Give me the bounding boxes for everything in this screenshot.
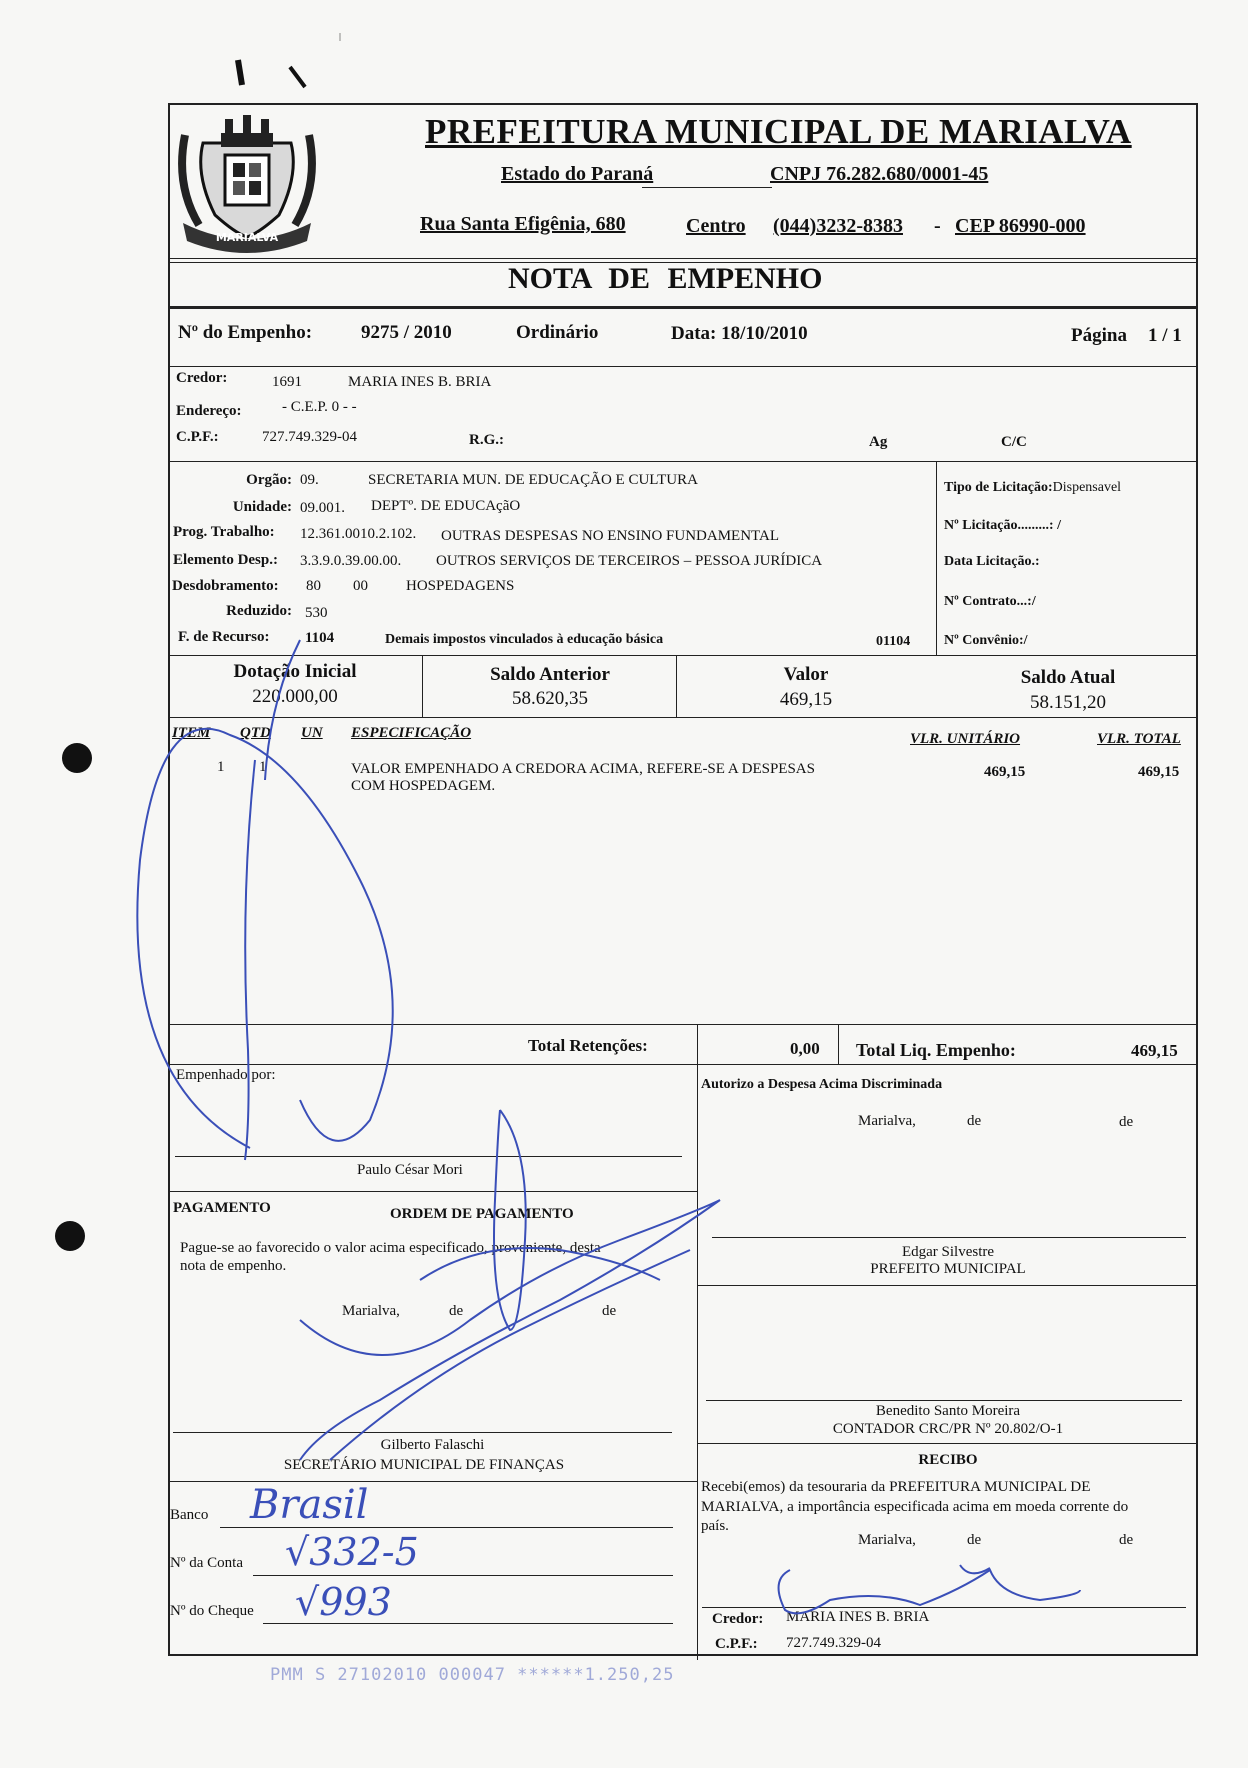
recibo-credor-name: MARIA INES B. BRIA <box>786 1609 930 1625</box>
header-cep: CEP 86990-000 <box>955 215 1086 237</box>
autorizo-de1: de <box>967 1113 982 1129</box>
pagamento-de2: de <box>602 1303 617 1319</box>
empenho-number-label: Nº do Empenho: <box>178 322 313 343</box>
row-desc1: VALOR EMPENHADO A CREDORA ACIMA, REFERE-SE A DESPESAS <box>351 761 815 777</box>
rg-label: R.G.: <box>469 432 504 448</box>
unidade-label: Unidade: <box>232 499 292 515</box>
col-item: ITEM <box>172 725 211 741</box>
row-desc2: COM HOSPEDAGEM. <box>351 778 496 794</box>
saldo-anterior-value: 58.620,35 <box>512 688 588 709</box>
recibo-text1: Recebi(emos) da tesouraria da PREFEITURA MUNICIPAL DE <box>701 1478 1091 1495</box>
header-title: PREFEITURA MUNICIPAL DE MARIALVA <box>425 112 1132 151</box>
licitacao-convenio: Nº Convênio:/ <box>944 633 1028 648</box>
header-cnpj: CNPJ 76.282.680/0001-45 <box>770 163 989 185</box>
cc-label: C/C <box>1001 434 1027 450</box>
prog-code: 12.361.0010.2.102. <box>300 526 417 542</box>
recibo-label: RECIBO <box>918 1452 978 1468</box>
credor-name: MARIA INES B. BRIA <box>348 374 492 390</box>
orgao-desc: SECRETARIA MUN. DE EDUCAÇÃO E CULTURA <box>368 472 698 488</box>
reduzido-label: Reduzido: <box>226 603 292 619</box>
saldo-anterior-label: Saldo Anterior <box>490 664 610 685</box>
autorizo-de2: de <box>1119 1114 1134 1130</box>
processing-stamp: PMM S 27102010 000047 ******1.250,25 <box>270 1665 675 1685</box>
col-unit: VLR. UNITÁRIO <box>910 731 1021 747</box>
conta-handwritten: √332-5 <box>285 1530 419 1574</box>
elem-code: 3.3.9.0.39.00.00. <box>300 553 402 569</box>
empenhado-label: Empenhado por: <box>176 1067 276 1083</box>
empenho-date: Data: 18/10/2010 <box>671 323 808 344</box>
saldo-atual-value: 58.151,20 <box>1030 692 1106 713</box>
doc-title: NOTA DE EMPENHO <box>508 262 823 295</box>
svg-text:MARIALVA: MARIALVA <box>215 231 279 244</box>
cpf-label: C.P.F.: <box>176 429 219 445</box>
pagamento-text1: Pague-se ao favorecido o valor acima especificado, proveniente, desta <box>180 1240 601 1256</box>
recibo-cpf-label: C.P.F.: <box>715 1636 758 1652</box>
contador-name: Benedito Santo Moreira <box>875 1403 1021 1419</box>
prefeito-role: PREFEITO MUNICIPAL <box>870 1261 1026 1277</box>
recibo-de1: de <box>967 1532 982 1548</box>
conta-label: Nº da Conta <box>170 1555 243 1571</box>
cpf-value: 727.749.329-04 <box>262 429 357 445</box>
col-espec: ESPECIFICAÇÃO <box>351 725 472 741</box>
elem-desc: OUTROS SERVIÇOS DE TERCEIROS – PESSOA JURÍDICA <box>436 553 823 569</box>
empenho-number: 9275 / 2010 <box>361 322 452 343</box>
licitacao-tipo-label: Tipo de Licitação:Dispensavel <box>944 480 1122 495</box>
liq-label: Total Liq. Empenho: <box>856 1040 1016 1060</box>
header-phone: (044)3232-8383 <box>773 215 903 237</box>
col-qtd: QTD <box>240 725 271 741</box>
reduzido-value: 530 <box>305 605 328 621</box>
row-unit: 469,15 <box>984 764 1026 780</box>
recibo-text2: MARIALVA, a importância especificada acima em moeda corrente do <box>701 1498 1129 1515</box>
row-qtd: 1 <box>259 759 267 775</box>
desd-desc: HOSPEDAGENS <box>406 578 515 594</box>
recurso-code: 1104 <box>305 630 335 646</box>
autorizo-city: Marialva, <box>858 1113 916 1129</box>
autorizo-label: Autorizo a Despesa Acima Discriminada <box>701 1077 943 1092</box>
pagamento-de1: de <box>449 1303 464 1319</box>
desd-code1: 80 <box>306 578 321 594</box>
elem-label: Elemento Desp.: <box>173 552 278 568</box>
endereco-value: - C.E.P. 0 - - <box>282 399 357 415</box>
row-item: 1 <box>217 759 225 775</box>
recibo-de2: de <box>1119 1532 1134 1548</box>
prefeito-name: Edgar Silvestre <box>901 1244 995 1260</box>
orgao-label: Orgão: <box>246 472 292 488</box>
row-total: 469,15 <box>1138 764 1180 780</box>
recurso-label: F. de Recurso: <box>178 629 270 645</box>
dotacao-inicial-value: 220.000,00 <box>252 686 338 707</box>
header-dash: - <box>934 215 941 237</box>
prog-desc: OUTRAS DESPESAS NO ENSINO FUNDAMENTAL <box>441 528 779 544</box>
empenho-type: Ordinário <box>516 322 599 343</box>
desd-code2: 00 <box>353 578 368 594</box>
unidade-code: 09.001. <box>300 500 345 516</box>
secretario-role: SECRETÁRIO MUNICIPAL DE FINANÇAS <box>283 1457 565 1473</box>
saldo-atual-label: Saldo Atual <box>1020 667 1116 688</box>
retencoes-label: Total Retenções: <box>528 1036 648 1055</box>
recurso-num: 01104 <box>876 634 911 649</box>
ordem-pagamento-label: ORDEM DE PAGAMENTO <box>390 1206 574 1222</box>
orgao-code: 09. <box>300 472 319 488</box>
prog-label: Prog. Trabalho: <box>173 524 275 540</box>
recibo-credor-label: Credor: <box>712 1611 764 1627</box>
cheque-label: Nº do Cheque <box>170 1603 254 1619</box>
credor-code: 1691 <box>272 374 302 390</box>
page-label: Página <box>1071 325 1127 346</box>
contador-role: CONTADOR CRC/PR Nº 20.802/O-1 <box>832 1421 1064 1437</box>
banco-label: Banco <box>170 1507 209 1523</box>
credor-label: Credor: <box>176 370 228 386</box>
licitacao-contrato: Nº Contrato...:/ <box>944 594 1036 609</box>
licitacao-data: Data Licitação.: <box>944 554 1040 569</box>
endereco-label: Endereço: <box>176 403 242 419</box>
secretario-name: Gilberto Falaschi <box>380 1437 485 1453</box>
pagamento-city: Marialva, <box>342 1303 400 1319</box>
ag-label: Ag <box>869 434 888 450</box>
licitacao-tipo: Dispensavel <box>1052 480 1122 495</box>
recibo-text3: país. <box>701 1518 729 1534</box>
pagamento-text2: nota de empenho. <box>180 1258 287 1274</box>
licitacao-num: Nº Licitação.........: / <box>944 518 1061 533</box>
valor-label: Valor <box>783 664 829 685</box>
col-total: VLR. TOTAL <box>1097 731 1181 747</box>
unidade-desc: DEPTº. DE EDUCAçãO <box>371 498 521 514</box>
retencoes-value: 0,00 <box>790 1039 820 1058</box>
pagamento-label: PAGAMENTO <box>173 1200 271 1216</box>
recibo-city: Marialva, <box>858 1532 916 1548</box>
recibo-cpf: 727.749.329-04 <box>786 1635 881 1651</box>
header-state: Estado do Paraná <box>501 163 654 185</box>
desd-label: Desdobramento: <box>172 578 279 594</box>
valor-value: 469,15 <box>779 689 833 710</box>
banco-handwritten: Brasil <box>250 1482 369 1528</box>
liq-value: 469,15 <box>1131 1041 1178 1060</box>
dotacao-inicial-label: Dotação Inicial <box>233 661 357 682</box>
col-un: UN <box>301 725 323 741</box>
recurso-desc: Demais impostos vinculados à educação básica <box>385 632 664 647</box>
cheque-handwritten: √993 <box>295 1580 392 1624</box>
header-district: Centro <box>686 215 746 237</box>
header-address: Rua Santa Efigênia, 680 <box>420 213 626 235</box>
page-number: 1 / 1 <box>1148 325 1182 346</box>
empenhado-name: Paulo César Mori <box>357 1162 463 1178</box>
